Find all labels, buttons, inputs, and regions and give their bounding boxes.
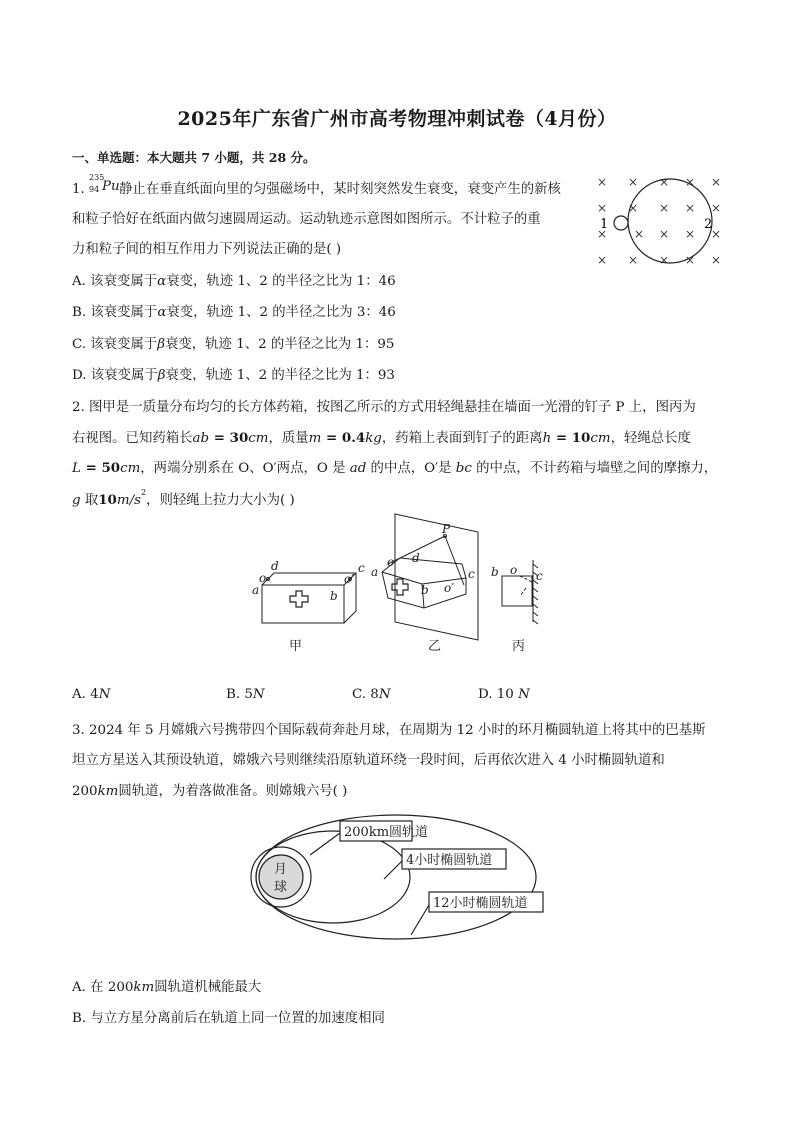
moon-label-1: 月 (274, 862, 288, 877)
svg-text:o: o (387, 555, 395, 569)
track-2-circle (628, 179, 712, 263)
svg-text:b: b (491, 565, 499, 579)
svg-text:c: c (536, 569, 543, 583)
page-title: 2025年广东省广州市高考物理冲刺试卷（4月份） (177, 108, 617, 130)
q2-option-c[interactable]: C. 8N (352, 687, 391, 702)
svg-text:c: c (468, 567, 475, 581)
section-heading: 一、单选题：本大题共 7 小题，共 28 分。 (72, 150, 316, 165)
q2-option-d[interactable]: D. 10 N (478, 687, 530, 702)
svg-text:c: c (358, 561, 365, 575)
moon-label-2: 球 (274, 880, 288, 895)
svg-text:o: o (510, 563, 518, 577)
svg-text:a: a (371, 565, 379, 579)
q3-option-a[interactable]: A. 在 200km圆轨道机械能最大 (72, 980, 262, 995)
q1-line1: 1. 235 94 Pu 静止在垂直纸面向里的匀强磁场中，某时刻突然发生衰变，衰变产生的新核 (72, 173, 561, 197)
field-crosses (597, 175, 721, 267)
svg-text:b: b (330, 589, 338, 603)
q3-line3: 200km圆轨道，为着落做准备。则嫦娥六号( ) (72, 784, 348, 799)
label-yi: 乙 (428, 639, 442, 654)
label-12h-orbit: 12小时椭圆轨道 (433, 896, 528, 911)
magnetic-field-figure (590, 170, 730, 270)
figure-jia (252, 559, 365, 654)
figure-bing (491, 560, 543, 654)
svg-text:×: × (685, 227, 696, 241)
q1-option-b[interactable]: B. 该衰变属于α衰变，轨迹 1、2 的半径之比为 3：46 (72, 305, 396, 320)
orbit-diagram (236, 805, 556, 945)
q2-line4: g 取$10m/s^2$，则轻绳上拉力大小为( ) (72, 488, 295, 508)
svg-text:×: × (597, 175, 608, 189)
track-1-circle (614, 216, 628, 230)
q1-option-c[interactable]: C. 该衰变属于β衰变，轨迹 1、2 的半径之比为 1：95 (72, 337, 395, 352)
svg-text:×: × (685, 175, 696, 189)
svg-text:b: b (421, 583, 429, 597)
svg-text:×: × (711, 253, 722, 267)
figure-yi (371, 514, 478, 654)
nuclide-symbol: 235 94 Pu (89, 173, 120, 194)
svg-text:×: × (634, 227, 645, 241)
q2-option-a[interactable]: A. 4N (72, 687, 111, 702)
q1-option-a[interactable]: A. 该衰变属于α衰变，轨迹 1、2 的半径之比为 1：46 (72, 274, 396, 289)
label-4h-orbit: 4小时椭圆轨道 (406, 853, 493, 868)
svg-text:o′: o′ (344, 572, 354, 586)
svg-text:×: × (711, 201, 722, 215)
q2-option-b[interactable]: B. 5N (226, 687, 265, 702)
track-1-label: 1 (600, 217, 609, 232)
svg-text:×: × (659, 201, 670, 215)
svg-text:×: × (685, 253, 696, 267)
svg-text:d: d (271, 559, 279, 573)
svg-text:×: × (659, 175, 670, 189)
label-bing: 丙 (512, 639, 526, 654)
q2-line2: 右视图。已知药箱长ab = 30cm，质量m = 0.4kg，药箱上表面到钉子的距离h = 10cm，轻绳总长度 (72, 430, 691, 446)
q3-option-b[interactable]: B. 与立方星分离前后在轨道上同一位置的加速度相同 (72, 1011, 385, 1026)
svg-text:×: × (628, 175, 639, 189)
q2-line3: L = 50cm，两端分别系在 O、O′两点，O 是 ad 的中点，O′是 bc 的中点，不计药箱与墙壁之间的摩擦力， (72, 460, 718, 476)
svg-text:×: × (628, 253, 639, 267)
svg-text:o′: o′ (444, 581, 454, 595)
track-2-label: 2 (704, 217, 713, 232)
svg-text:×: × (711, 227, 722, 241)
svg-text:×: × (685, 201, 696, 215)
svg-text:×: × (597, 253, 608, 267)
q1-option-d[interactable]: D. 该衰变属于β衰变，轨迹 1、2 的半径之比为 1：93 (72, 368, 395, 383)
svg-text:a: a (252, 583, 260, 597)
svg-text:×: × (659, 253, 670, 267)
q3-line2: 坦立方星送入其预设轨道，嫦娥六号则继续沿原轨道环绕一段时间，后再依次进入 4 小时椭圆轨道和 (72, 753, 665, 768)
svg-text:×: × (628, 201, 639, 215)
svg-text:×: × (597, 201, 608, 215)
label-jia: 甲 (289, 639, 303, 654)
svg-text:P: P (442, 522, 451, 536)
svg-text:×: × (711, 175, 722, 189)
medicine-box-figures (240, 510, 560, 660)
svg-text:×: × (659, 227, 670, 241)
q1-line3: 力和粒子间的相互作用力下列说法正确的是( ) (72, 242, 342, 257)
q3-line1: 3. 2024 年 5 月嫦娥六号携带四个国际载荷奔赴月球，在周期为 12 小时的环月椭圆轨道上将其中的巴基斯 (72, 723, 706, 738)
svg-text:o: o (259, 571, 267, 585)
svg-text:×: × (597, 227, 608, 241)
svg-text:d: d (412, 551, 420, 565)
q2-line1: 2. 图甲是一质量分布均匀的长方体药箱，按图乙所示的方式用轻绳悬挂在墙面一光滑的钉子 P 上，图丙为 (72, 400, 696, 415)
q1-line2: 和粒子恰好在纸面内做匀速圆周运动。运动轨迹示意图如图所示。不计粒子的重 (72, 212, 541, 227)
label-200km-orbit: 200km圆轨道 (344, 825, 429, 840)
